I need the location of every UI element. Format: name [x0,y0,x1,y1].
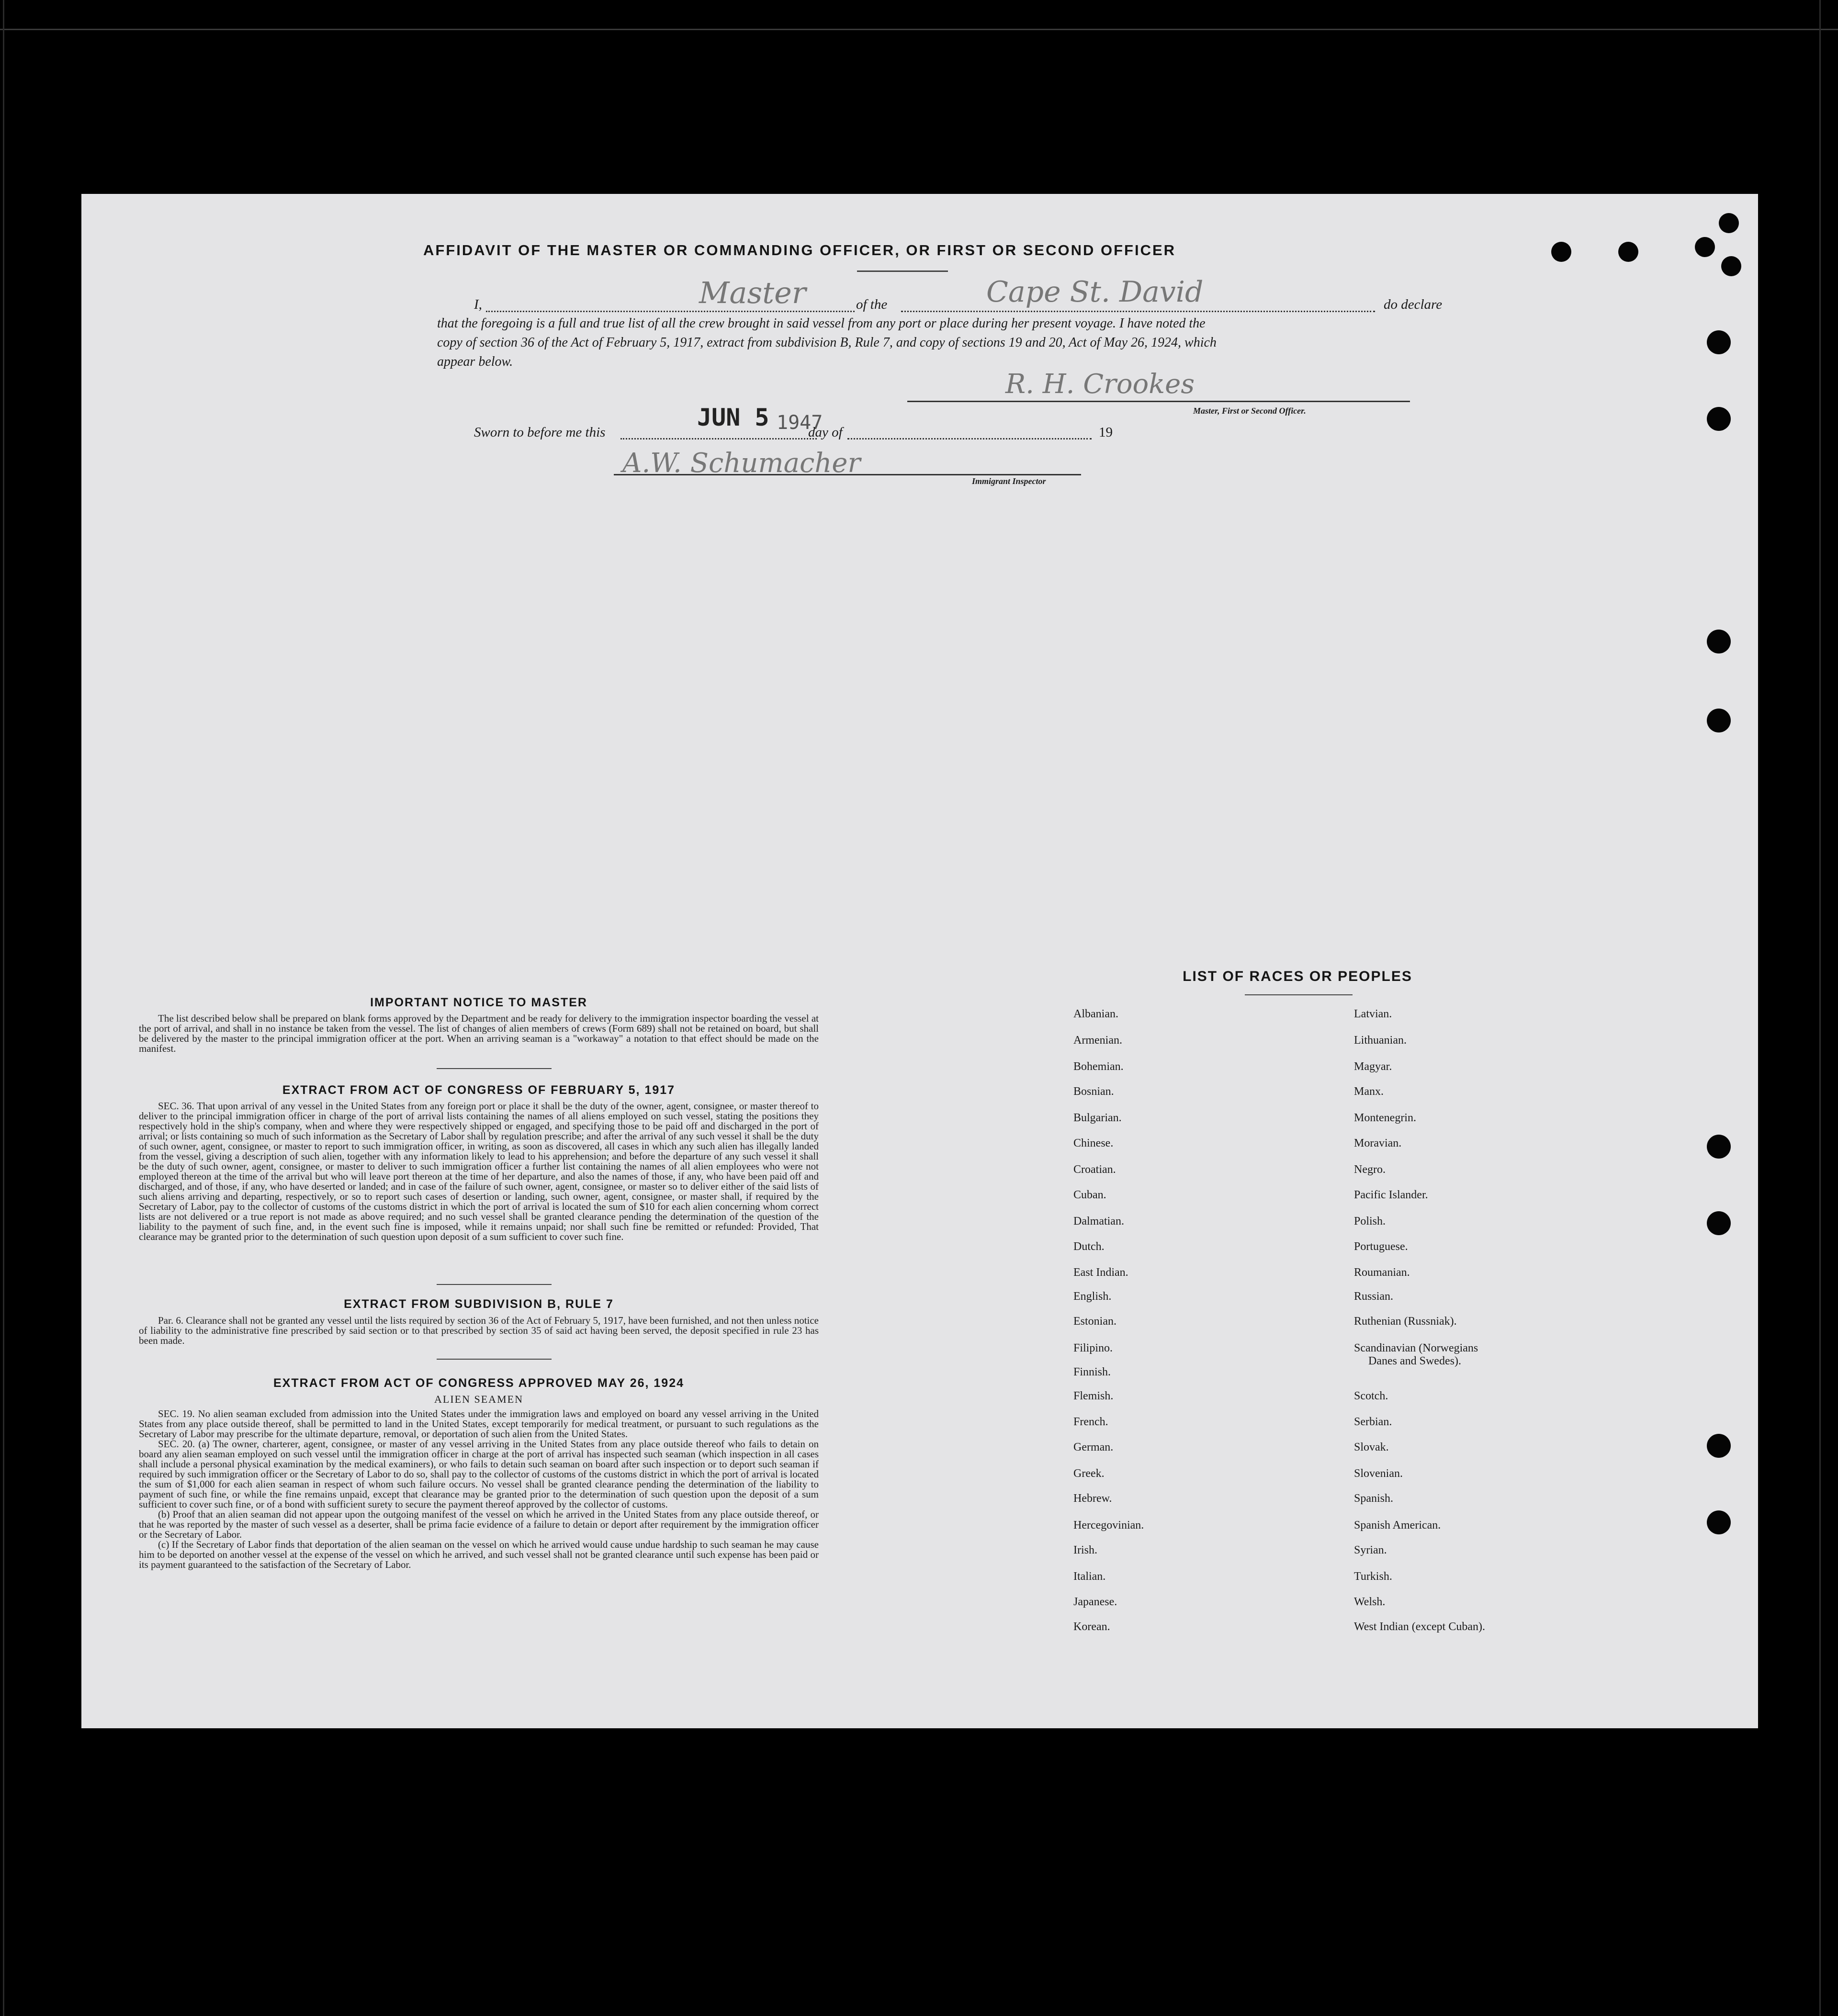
race-item: Hebrew. [1073,1492,1112,1505]
race-item: Croatian. [1073,1163,1116,1176]
notice-title: IMPORTANT NOTICE TO MASTER [370,996,587,1009]
affidavit-title-rule [857,270,948,272]
sworn-day-blank [620,438,817,439]
sworn-day-of: day of [808,425,843,440]
act1924-text [139,1409,819,1570]
races-title: LIST OF RACES OR PEOPLES [1183,969,1412,984]
notice-paragraph: The list described below shall be prepared on blank forms approved by the Department and be ready for delivery to the immigration inspector boarding the vessel at the port of arrival, and shall in no instance be taken from the vessel. The list of changes of alien members of crews (Form 689) shall not be retained on board, but shall be delivered by the master to the principal immigration officer at the port. When an arriving seaman is a "workaway" a notation to that effect should be made on the manifest. [139,1013,819,1054]
race-item: Chinese. [1073,1137,1114,1149]
race-item: Slovak. [1354,1441,1389,1453]
punch-hole [1707,330,1731,354]
race-item: Bosnian. [1073,1085,1114,1098]
race-item: Negro. [1354,1163,1386,1176]
sworn-before: Sworn to before me this [474,425,606,440]
punch-hole [1707,709,1731,732]
race-item: Latvian. [1354,1008,1392,1020]
race-item: Greek. [1073,1467,1105,1480]
rule7-text [139,1316,819,1346]
races-title-rule [1245,994,1353,995]
act1917-title: EXTRACT FROM ACT OF CONGRESS OF FEBRUARY 5, 1917 [282,1083,676,1097]
race-item: Irish. [1073,1544,1097,1556]
race-item: Lithuanian. [1354,1034,1407,1047]
master-signature-line [907,401,1410,402]
film-frame-left [3,0,4,2016]
affidavit-do-declare: do declare [1384,297,1443,312]
race-item: German. [1073,1441,1114,1453]
rule7-rule [437,1359,552,1360]
punch-hole [1707,1211,1731,1235]
punch-hole [1721,256,1741,276]
rule7-paragraph: Par. 6. Clearance shall not be granted any vessel until the lists required by section 36 of the Act of February 5, 1917, have been furnished, and not then unless notice of liability to the administrative fine prescribed by said section or to that prescribed by section 35 of said act having been served, the deposit specified in rule 23 has been made. [139,1315,819,1346]
race-item: Spanish American. [1354,1519,1441,1532]
race-item: Danes and Swedes). [1368,1355,1461,1367]
race-item: Filipino. [1073,1342,1113,1354]
race-item: Italian. [1073,1570,1106,1583]
master-caption: Master, First or Second Officer. [1193,406,1306,416]
race-item: Spanish. [1354,1492,1394,1505]
act1924-sec20c: (c) If the Secretary of Labor finds that deportation of the alien seaman on the vessel on which he arrived would cause undue hardship to such seaman he may cause him to be deported on another vessel at the expense of the vessel on which he arrived, and such vessel shall not be granted clearance until such expense has been paid or its payment guaranteed to the satisfaction of the Secretary of Labor. [139,1539,819,1570]
punch-hole [1618,242,1638,262]
rule7-title: EXTRACT FROM SUBDIVISION B, RULE 7 [344,1297,614,1311]
race-item: Slovenian. [1354,1467,1403,1480]
act1924-sec20a: SEC. 20. (a) The owner, charterer, agent, consignee, or master of any vessel arriving in the United States from any place outside thereof who fails to detain on board any alien seaman employed on such vessel until the immigration officer in charge at the port of arrival has inspected such seaman (which inspection in all cases shall include a personal physical examination by the medical examiners), or who fails to detain such seaman on board after such inspection or to deport such seaman if required by such immigration officer or the Secretary of Labor to do so, shall pay to the collector of customs of the customs district in which the port of arrival is located the sum of $1,000 for each alien seaman in respect of whom such failure occurs. No vessel shall be granted clearance pending the determination of the liability to payment of such fine, or while the fine remains unpaid, except that clearance may be granted prior to the determination of such question upon the deposit of a sum sufficient to cover such fine, or of a bond with sufficient surety to secure the payment thereof approved by the collector of customs. [139,1438,819,1510]
affidavit-i: I, [474,297,482,312]
race-item: Bohemian. [1073,1060,1124,1073]
race-item: Armenian. [1073,1034,1122,1047]
race-item: Albanian. [1073,1008,1118,1020]
rank-blank [486,311,855,312]
race-item: English. [1073,1290,1112,1303]
master-signature: R. H. Crookes [1005,369,1195,400]
punch-hole [1707,407,1731,431]
inspector-signature: A.W. Schumacher [622,448,861,479]
affidavit-line-3: copy of section 36 of the Act of February 5, 1917, extract from subdivision B, Rule 7, and copy of sections 19 and 20, Act of May 26, 1924, which [437,335,1217,350]
punch-hole [1707,1135,1731,1159]
punch-hole [1707,1510,1731,1534]
punch-hole [1707,630,1731,653]
race-item: Turkish. [1354,1570,1392,1583]
film-frame-right [1819,0,1821,2016]
punch-hole [1695,237,1715,257]
affidavit-line-2: that the foregoing is a full and true list of all the crew brought in said vessel from any port or place during her present voyage. I have noted the [437,316,1206,331]
race-item: Serbian. [1354,1416,1392,1428]
document-page [81,194,1758,1728]
act1917-text [139,1101,819,1242]
sworn-year-prefix: 19 [1099,425,1113,440]
race-item: Dutch. [1073,1240,1105,1253]
race-item: Ruthenian (Russniak). [1354,1315,1457,1328]
inspector-caption: Immigrant Inspector [972,476,1046,486]
act1917-rule [437,1284,552,1285]
race-item: Estonian. [1073,1315,1116,1328]
race-item: Finnish. [1073,1366,1111,1378]
act1924-subtitle: ALIEN SEAMEN [434,1393,523,1405]
film-frame-top [0,29,1838,30]
affidavit-line-4: appear below. [437,354,513,369]
race-item: Portuguese. [1354,1240,1408,1253]
race-item: Montenegrin. [1354,1112,1416,1124]
notice-rule [437,1068,552,1069]
act1924-sec20b: (b) Proof that an alien seaman did not appear upon the outgoing manifest of the vessel on which he arrived in the United States from any place outside thereof, or that he was reported by the master of such vessel as a deserter, shall be prima facie evidence of a failure to detain or deport after requirement by the immigration officer or the Secretary of Labor. [139,1509,819,1540]
sworn-month-blank [847,438,1092,439]
punch-hole [1551,242,1571,262]
race-item: Scotch. [1354,1390,1388,1402]
race-item: Pacific Islander. [1354,1189,1428,1201]
rank-handwriting: Master [699,275,806,310]
race-item: Roumanian. [1354,1266,1410,1279]
race-item: Moravian. [1354,1137,1402,1149]
punch-hole [1719,213,1739,233]
race-item: Russian. [1354,1290,1394,1303]
race-item: Hercegovinian. [1073,1519,1144,1532]
race-item: East Indian. [1073,1266,1128,1279]
race-item: Scandinavian (Norwegians [1354,1342,1478,1354]
race-item: Manx. [1354,1085,1384,1098]
vessel-blank [901,311,1375,312]
race-item: Welsh. [1354,1596,1386,1608]
race-item: Magyar. [1354,1060,1392,1073]
race-item: Bulgarian. [1073,1112,1122,1124]
race-item: Syrian. [1354,1544,1387,1556]
inspector-signature-line [614,474,1081,475]
race-item: West Indian (except Cuban). [1354,1621,1485,1633]
notice-text [139,1014,819,1054]
punch-hole [1707,1434,1731,1458]
race-item: Dalmatian. [1073,1215,1124,1228]
race-item: Korean. [1073,1621,1110,1633]
race-item: Japanese. [1073,1596,1117,1608]
vessel-handwriting: Cape St. David [986,275,1204,309]
race-item: Cuban. [1073,1189,1106,1201]
act1924-title: EXTRACT FROM ACT OF CONGRESS APPROVED MAY 26, 1924 [273,1376,685,1390]
race-item: Polish. [1354,1215,1386,1228]
affidavit-of-the: of the [856,297,888,312]
affidavit-title: AFFIDAVIT OF THE MASTER OR COMMANDING OFFICER, OR FIRST OR SECOND OFFICER [423,242,1176,259]
race-item: Flemish. [1073,1390,1114,1402]
act1924-sec19: SEC. 19. No alien seaman excluded from admission into the United States under the immigration laws and employed on board any vessel arriving in the United States from any place outside thereof, shall be permitted to land in the United States, except temporarily for medical treatment, or pursuant to such regulations as the Secretary of Labor may prescribe for the ultimate departure, removal, or deportation of such alien from the United States. [139,1408,819,1440]
race-item: French. [1073,1416,1108,1428]
date-stamp: JUN 5 [697,404,769,431]
act1917-paragraph: SEC. 36. That upon arrival of any vessel in the United States from any foreign port or place it shall be the duty of the owner, agent, consignee, or master thereof to deliver to the principal immigration officer in charge of the port of arrival lists containing the names of all aliens employed on such vessel, stating the positions they respectively hold in the ship's company, when and where they were respectively shipped or engaged, and specifying those to be paid off and discharged in the port of arrival; or lists containing so much of such information as the Secretary of Labor shall by regulation prescribe; and after the arrival of any such vessel it shall be the duty of such owner, agent, consignee, or master to report to such immigration officer, in writing, as soon as discovered, all cases in which any such alien has illegally landed from the vessel, giving a description of such alien, together with any information likely to lead to his apprehension; and before the departure of any such vessel it shall be the duty of such owner, agent, consignee, or master to deliver to such immigration officer a further list containing the names of all alien employees who were not employed thereon at the time of the arrival but who will leave port thereon at the time of her departure, and also the names of those, if any, who have been paid off and discharged, and of those, if any, who have deserted or landed; and in case of the failure of such owner, agent, consignee, or master so to deliver either of the said lists of such aliens arriving and departing, respectively, or so to report such cases of desertion or landing, such owner, agent, consignee, or master shall, if required by the Secretary of Labor, pay to the collector of customs of the customs district in which the port of arrival is located the sum of $10 for each alien concerning whom correct lists are not delivered or a true report is not made as above required; and no such vessel shall be granted clearance pending the determination of the question of the liability to the payment of such fine, and, in the event such fine is imposed, while it remains unpaid; nor shall such fine be remitted or refunded: Provided, That clearance may be granted prior to the determination of such question upon deposit of a sum sufficient to cover such fine. [139,1100,819,1242]
date-stamp-year: 1947 [777,412,823,434]
